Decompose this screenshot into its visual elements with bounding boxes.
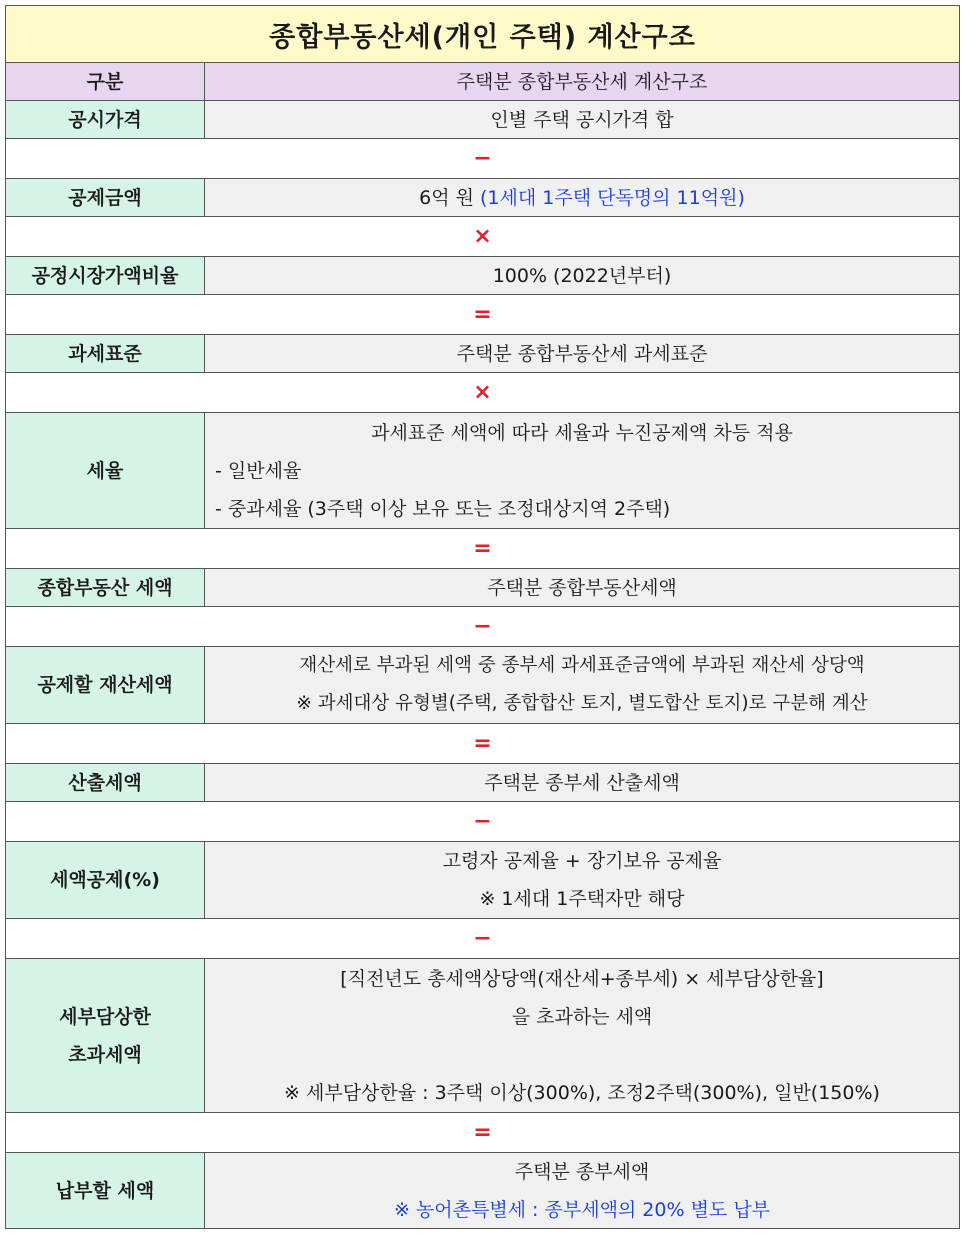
equals-operator: =	[473, 302, 492, 327]
operator-row	[6, 1113, 959, 1153]
row-deduction	[6, 179, 959, 217]
header-category: 구분	[6, 63, 205, 100]
operator-row	[6, 607, 959, 647]
multiply-operator: ×	[473, 224, 492, 249]
tax-rate-line-1: 과세표준 세액에 따라 세율과 누진공제액 차등 적용	[371, 421, 793, 444]
property-tax-line-1: 재산세로 부과된 세액 중 종부세 과세표준금액에 부과된 재산세 상당액	[299, 655, 865, 676]
row-label: 세액공제(%)	[6, 842, 205, 918]
tax-structure-table	[5, 5, 960, 1229]
row-label: 산출세액	[6, 764, 205, 801]
equals-operator: =	[473, 1120, 492, 1145]
row-calculated-tax	[6, 764, 959, 802]
row-label: 공시가격	[6, 101, 205, 138]
burden-cap-line-1: [직전년도 총세액상당액(재산세+종부세) × 세부담상한율]	[340, 967, 824, 990]
tax-credit-line-2: ※ 1세대 1주택자만 해당	[479, 888, 685, 910]
row-label: 과세표준	[6, 335, 205, 372]
row-value	[205, 842, 959, 918]
row-value: 주택분 종부세 산출세액	[205, 764, 959, 801]
operator-row	[6, 802, 959, 842]
row-property-tax-deduction	[6, 647, 959, 724]
row-tax-credit	[6, 842, 959, 919]
row-fair-market-ratio	[6, 257, 959, 295]
property-tax-line-2: ※ 과세대상 유형별(주택, 종합합산 토지, 별도합산 토지)로 구분해 계산	[296, 693, 868, 714]
operator-row	[6, 139, 959, 179]
row-value: 인별 주택 공시가격 합	[205, 101, 959, 138]
minus-operator: −	[473, 926, 492, 951]
minus-operator: −	[473, 614, 492, 639]
tax-rate-line-2: - 일반세율	[215, 459, 302, 482]
row-burden-cap-excess	[6, 959, 959, 1113]
row-label: 공제할 재산세액	[6, 647, 205, 723]
table-title: 종합부동산세(개인 주택) 계산구조	[6, 6, 959, 63]
row-label: 종합부동산 세액	[6, 569, 205, 606]
row-payable-tax	[6, 1153, 959, 1228]
row-label-line-2: 초과세액	[68, 1043, 142, 1066]
deduction-amount: 6억 원	[419, 186, 474, 209]
row-value	[205, 959, 959, 1112]
row-label: 공정시장가액비율	[6, 257, 205, 294]
row-label: 공제금액	[6, 179, 205, 216]
equals-operator: =	[473, 731, 492, 756]
burden-cap-line-2: 을 초과하는 세액	[511, 1005, 653, 1028]
row-tax-rate	[6, 413, 959, 529]
operator-row	[6, 295, 959, 335]
row-label: 납부할 세액	[6, 1153, 205, 1228]
operator-row	[6, 373, 959, 413]
row-value	[205, 1153, 959, 1228]
row-label: 세율	[6, 413, 205, 528]
row-label	[6, 959, 205, 1112]
operator-row	[6, 919, 959, 959]
row-value	[205, 179, 959, 216]
row-tax-base	[6, 335, 959, 373]
row-comprehensive-tax	[6, 569, 959, 607]
row-value	[205, 647, 959, 723]
tax-rate-line-3: - 중과세율 (3주택 이상 보유 또는 조정대상지역 2주택)	[215, 497, 671, 520]
row-value: 주택분 종합부동산세액	[205, 569, 959, 606]
row-value: 주택분 종합부동산세 과세표준	[205, 335, 959, 372]
row-value	[205, 413, 959, 528]
equals-operator: =	[473, 536, 492, 561]
minus-operator: −	[473, 809, 492, 834]
row-assessed-price	[6, 101, 959, 139]
operator-row	[6, 217, 959, 257]
burden-cap-line-3: ※ 세부담상한율 : 3주택 이상(300%), 조정2주택(300%), 일반(150%)	[284, 1081, 880, 1104]
minus-operator: −	[473, 146, 492, 171]
row-label-line-1: 세부담상한	[59, 1005, 151, 1028]
tax-credit-line-1: 고령자 공제율 + 장기보유 공제율	[442, 850, 722, 872]
deduction-note: (1세대 1주택 단독명의 11억원)	[480, 186, 745, 209]
header-structure: 주택분 종합부동산세 계산구조	[205, 63, 959, 100]
operator-row	[6, 724, 959, 764]
table-header	[6, 63, 959, 101]
row-value: 100% (2022년부터)	[205, 257, 959, 294]
multiply-operator: ×	[473, 380, 492, 405]
operator-row	[6, 529, 959, 569]
payable-tax-line-2: ※ 농어촌특별세 : 종부세액의 20% 별도 납부	[393, 1198, 771, 1221]
payable-tax-line-1: 주택분 종부세액	[514, 1160, 650, 1183]
